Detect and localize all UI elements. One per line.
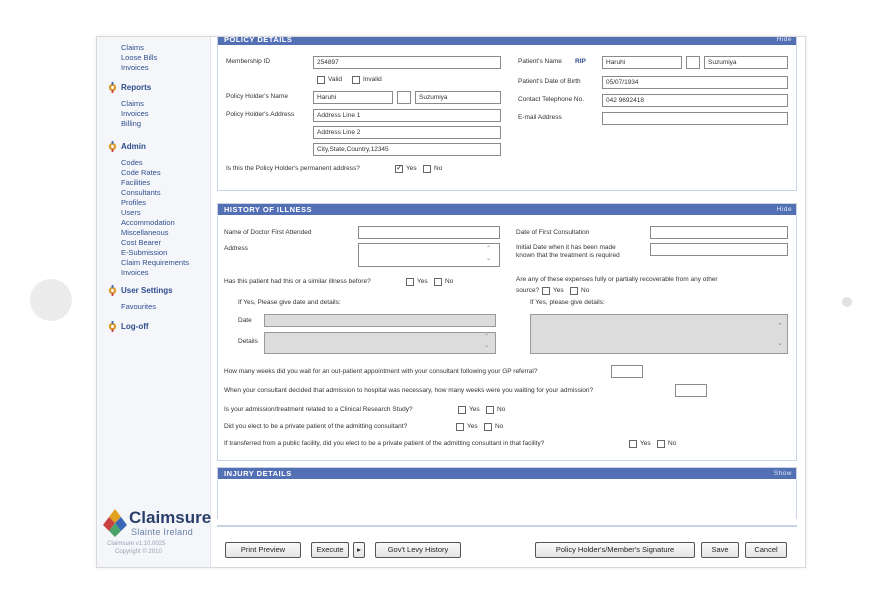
copyright-text: Copyright © 2010: [115, 549, 162, 555]
sidebar-item-codes[interactable]: Codes: [121, 158, 143, 167]
dob-label: Patient's Date of Birth: [518, 78, 581, 85]
settings-gear-icon: [107, 285, 118, 296]
injury-details-panel: [217, 467, 797, 519]
panel-title: HISTORY OF ILLNESS: [224, 205, 313, 214]
dob-field[interactable]: 05/07/1934: [602, 76, 788, 89]
transfer-yes-checkbox[interactable]: [629, 440, 637, 448]
logo-mark-icon: [103, 509, 127, 537]
phone-field[interactable]: 042 9692418: [602, 94, 788, 107]
play-arrow-icon: ▸: [357, 545, 361, 554]
first-consultation-label: Date of First Consultation: [516, 229, 590, 236]
history-header: [218, 204, 796, 215]
scroll-down-icon[interactable]: ⌄: [486, 256, 492, 262]
rip-link[interactable]: RIP: [575, 58, 586, 65]
transfer-question: If transferred from a public facility, did you elect to be a private patient of the admitting consultant in that facility?: [224, 440, 545, 447]
sidebar-section-user-settings[interactable]: [107, 285, 173, 296]
initial-date-label-2: known that the treatment is required: [516, 252, 620, 259]
weeks-wait-field[interactable]: [611, 365, 643, 378]
sidebar-item-report-invoices[interactable]: Invoices: [121, 109, 149, 118]
history-hide-toggle[interactable]: Hide: [776, 206, 792, 213]
doctor-address-field[interactable]: [358, 243, 500, 267]
main-content: [215, 37, 803, 568]
expenses-details-field[interactable]: [530, 314, 788, 354]
scroll-up-icon[interactable]: ⌃: [777, 323, 783, 330]
carousel-next-dot[interactable]: [842, 297, 852, 307]
execute-arrow-button[interactable]: [353, 542, 365, 558]
sidebar-item-consultants[interactable]: Consultants: [121, 188, 161, 197]
claimsure-logo: [103, 507, 211, 539]
no-label: No: [668, 440, 677, 447]
initial-date-label-1: Initial Date when it has been made: [516, 244, 616, 251]
sidebar-section-label: Admin: [121, 142, 146, 151]
membership-id-label: Membership ID: [226, 58, 271, 65]
sidebar-item-cost-bearer[interactable]: Cost Bearer: [121, 238, 162, 247]
private-yes-checkbox[interactable]: [456, 423, 464, 431]
app-window: [96, 36, 806, 568]
first-consultation-field[interactable]: [650, 226, 788, 239]
similar-no-checkbox[interactable]: [434, 278, 442, 286]
yes-label: Yes: [406, 165, 417, 172]
scroll-up-icon[interactable]: ⌃: [486, 246, 492, 252]
no-label: No: [581, 287, 590, 294]
injury-header: [218, 468, 796, 479]
yes-label: Yes: [553, 287, 564, 294]
research-study-question: Is your admission/treatment related to a Clinical Research Study?: [224, 406, 413, 413]
sidebar-section-label: Log-off: [121, 322, 149, 331]
similar-yes-checkbox[interactable]: [406, 278, 414, 286]
address-line-2-field[interactable]: Address Line 2: [313, 126, 501, 139]
injury-show-toggle[interactable]: Show: [773, 470, 792, 477]
sidebar-item-favourites[interactable]: Favourites: [121, 302, 157, 311]
permanent-address-question: Is this the Policy Holder's permanent address?: [226, 165, 360, 172]
illness-details-field[interactable]: [264, 332, 496, 354]
invalid-checkbox[interactable]: [352, 76, 360, 84]
email-label: E-mail Address: [518, 114, 562, 121]
no-label: No: [495, 423, 504, 430]
history-of-illness-panel: [217, 203, 797, 461]
save-button[interactable]: Save: [701, 542, 739, 558]
date-label: Date: [238, 317, 252, 324]
doctor-name-label: Name of Doctor First Attended: [224, 229, 312, 236]
address-line-3-field[interactable]: City,State,Country,12345: [313, 143, 501, 156]
patient-first-name-field[interactable]: Haruhi: [602, 56, 682, 69]
similar-illness-question: Has this patient had this or a similar illness before?: [224, 278, 371, 285]
if-yes-date-label: If Yes, Please give date and details:: [238, 299, 341, 306]
doctor-name-field[interactable]: [358, 226, 500, 239]
research-yes-checkbox[interactable]: [458, 406, 466, 414]
sidebar-item-code-rates[interactable]: Code Rates: [121, 168, 161, 177]
execute-button[interactable]: Execute: [311, 542, 349, 558]
sidebar-item-claim-requirements[interactable]: Claim Requirements: [121, 258, 189, 267]
policy-details-panel: [217, 36, 797, 191]
expenses-question-1: Are any of these expenses fully or partially recoverable from any other: [516, 276, 718, 283]
sidebar: [97, 37, 211, 568]
holder-last-name-field[interactable]: Suzumiya: [415, 91, 501, 104]
sidebar-item-claims[interactable]: Claims: [121, 43, 144, 52]
print-preview-button[interactable]: Print Preview: [225, 542, 301, 558]
no-label: No: [434, 165, 443, 172]
permanent-yes-checkbox[interactable]: [395, 165, 403, 173]
logo-name: Claimsure: [129, 508, 212, 527]
sidebar-item-invoices[interactable]: Invoices: [121, 63, 149, 72]
no-label: No: [497, 406, 506, 413]
patient-name-label: Patient's Name: [518, 58, 562, 65]
sidebar-section-label: User Settings: [121, 286, 173, 295]
transfer-no-checkbox[interactable]: [657, 440, 665, 448]
patient-initial-field[interactable]: [686, 56, 700, 69]
logo-subtitle: Slainte Ireland: [131, 527, 194, 537]
cancel-button[interactable]: Cancel: [745, 542, 787, 558]
scroll-up-icon[interactable]: ⌃: [484, 334, 490, 340]
policy-details-header: [218, 36, 796, 45]
settings-gear-icon: [107, 82, 118, 93]
action-bar: [217, 525, 797, 565]
admission-wait-question: When your consultant decided that admission to hospital was necessary, how many weeks were you waiting for your admission?: [224, 387, 594, 394]
illness-date-field[interactable]: [264, 314, 496, 327]
admission-wait-field[interactable]: [675, 384, 707, 397]
sidebar-item-miscellaneous[interactable]: Miscellaneous: [121, 228, 169, 237]
sidebar-section-reports[interactable]: [107, 82, 151, 93]
valid-label: Valid: [328, 76, 342, 83]
sidebar-item-profiles[interactable]: Profiles: [121, 198, 147, 207]
address-line-1-field[interactable]: Address Line 1: [313, 109, 501, 122]
sidebar-item-users[interactable]: Users: [121, 208, 141, 217]
panel-title: INJURY DETAILS: [224, 469, 292, 478]
phone-label: Contact Telephone No.: [518, 96, 585, 103]
yes-label: Yes: [469, 406, 480, 413]
holder-name-label: Policy Holder's Name: [226, 93, 288, 100]
holder-first-name-field[interactable]: Haruhi: [313, 91, 393, 104]
email-field[interactable]: [602, 112, 788, 125]
signature-button[interactable]: Policy Holder's/Member's Signature: [535, 542, 695, 558]
sidebar-item-report-billing[interactable]: Billing: [121, 119, 142, 128]
valid-checkbox[interactable]: [317, 76, 325, 84]
research-no-checkbox[interactable]: [486, 406, 494, 414]
sidebar-item-accommodation[interactable]: Accommodation: [121, 218, 175, 227]
initial-date-field[interactable]: [650, 243, 788, 256]
levy-history-button[interactable]: Gov't Levy History: [375, 542, 461, 558]
sidebar-section-admin[interactable]: [107, 141, 146, 152]
weeks-wait-question: How many weeks did you wait for an out-patient appointment with your consultant following your GP referral?: [224, 368, 538, 375]
private-no-checkbox[interactable]: [484, 423, 492, 431]
sidebar-section-logoff[interactable]: [107, 321, 149, 332]
carousel-prev-dot[interactable]: [30, 279, 72, 321]
permanent-no-checkbox[interactable]: [423, 165, 431, 173]
expenses-yes-checkbox[interactable]: [542, 287, 550, 295]
details-label: Details: [238, 338, 258, 345]
expenses-question-2: source?: [516, 287, 540, 294]
holder-address-label: Policy Holder's Address: [226, 111, 295, 118]
sidebar-item-facilities[interactable]: Facilities: [121, 178, 151, 187]
panel-title: POLICY DETAILS: [224, 36, 293, 44]
if-yes-details-label: If Yes, please give details:: [530, 299, 605, 306]
patient-last-name-field[interactable]: Suzumiya: [704, 56, 788, 69]
sidebar-item-report-claims[interactable]: Claims: [121, 99, 144, 108]
invalid-label: Invalid: [363, 76, 382, 83]
sidebar-item-admin-invoices[interactable]: Invoices: [121, 268, 149, 277]
doctor-address-label: Address: [224, 245, 248, 252]
sidebar-item-e-submission[interactable]: E-Submission: [121, 248, 168, 257]
policy-hide-toggle[interactable]: Hide: [776, 36, 792, 43]
settings-gear-icon: [107, 141, 118, 152]
scroll-down-icon[interactable]: ⌄: [484, 343, 490, 349]
scroll-down-icon[interactable]: ⌄: [777, 340, 783, 347]
yes-label: Yes: [640, 440, 651, 447]
no-label: No: [445, 278, 454, 285]
expenses-no-checkbox[interactable]: [570, 287, 578, 295]
yes-label: Yes: [417, 278, 428, 285]
holder-initial-field[interactable]: [397, 91, 411, 104]
private-patient-question: Did you elect to be a private patient of the admitting consultant?: [224, 423, 408, 430]
sidebar-section-label: Reports: [121, 83, 152, 92]
version-text: Claimsure v1.10.0025: [107, 541, 166, 547]
settings-gear-icon: [107, 321, 118, 332]
sidebar-item-loose-bills[interactable]: Loose Bills: [121, 53, 158, 62]
membership-id-field[interactable]: 254897: [313, 56, 501, 69]
yes-label: Yes: [467, 423, 478, 430]
